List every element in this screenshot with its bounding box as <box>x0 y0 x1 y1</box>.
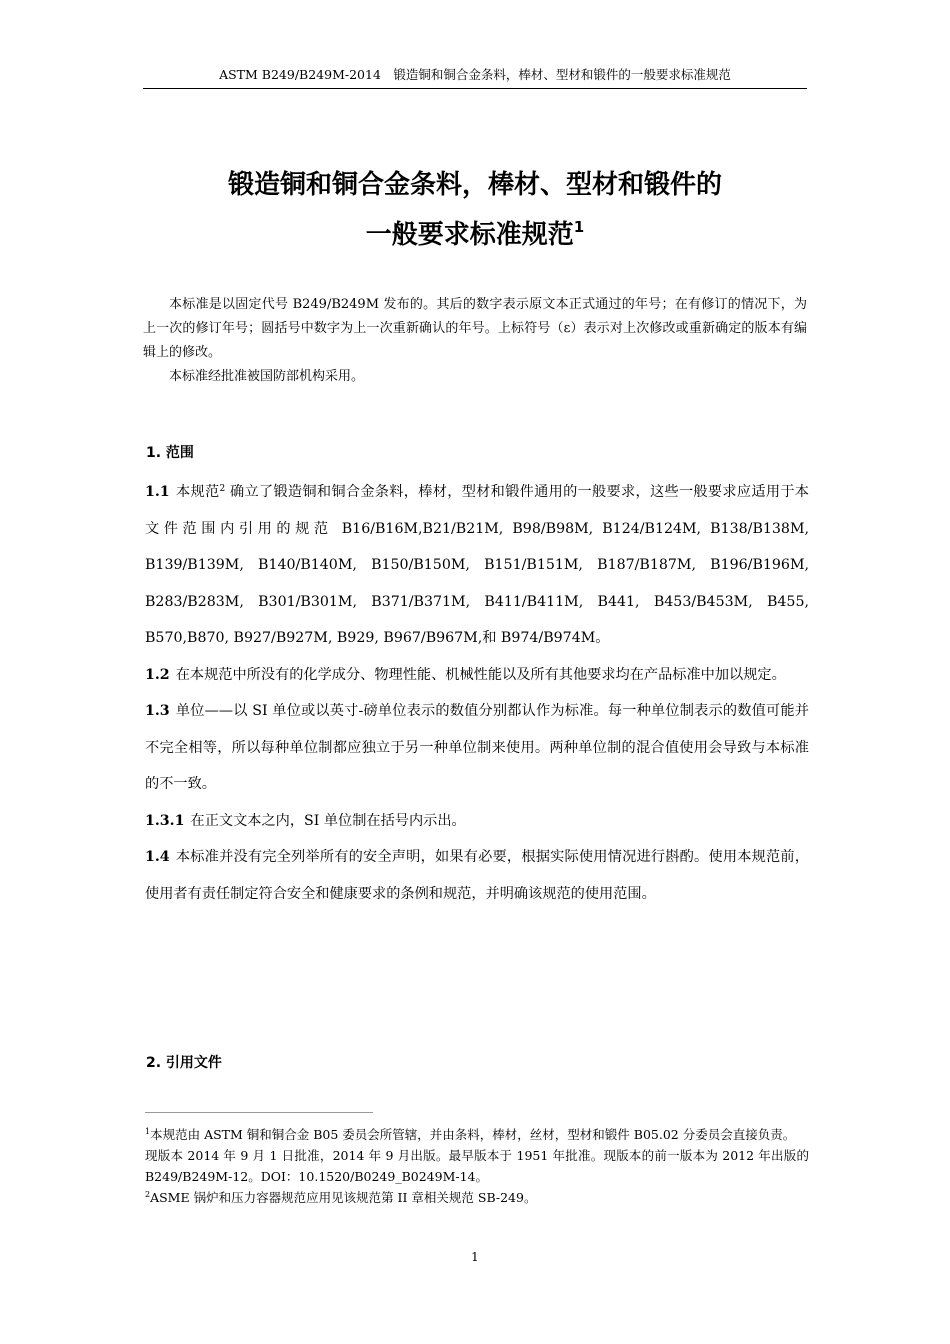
clause-number: 1.3 <box>145 703 170 719</box>
footnote-text: 本规范由 ASTM 铜和铜合金 B05 委员会所管辖，并由条料，棒材，丝材，型材和锻件 B05.02 分委员会直接负责。 <box>150 1127 796 1142</box>
footnote-text: ASME 锅炉和压力容器规范应用见该规范第 II 章相关规范 SB-249。 <box>150 1190 537 1205</box>
clause-text: 在正文文本之内，SI 单位制在括号内示出。 <box>190 812 466 829</box>
clause-1-3 <box>145 693 809 803</box>
intro-block <box>143 293 807 389</box>
clause-number: 1.3.1 <box>145 812 185 829</box>
footnote-2 <box>145 1187 809 1208</box>
running-header: ASTM B249/B249M-2014 锻造铜和铜合金条料，棒材、型材和锻件的一般要求标准规范 <box>219 67 731 82</box>
footnote-ref-2: 2 <box>219 484 226 494</box>
clause-number: 1.4 <box>145 849 170 865</box>
footnotes <box>145 1124 809 1208</box>
footnote-1-continued: 现版本 2014 年 9 月 1 日批准，2014 年 9 月出版。最早版本于 1951 年批准。现版本的前一版本为 2012 年出版的 B249/B249M-12。DOI：10.1520/B0249_B0249M-14。 <box>145 1148 809 1184</box>
clause-text: 单位——以 SI 单位或以英寸-磅单位表示的数值分别都认作为标准。每一种单位制表示的数值可能并不完全相等，所以每种单位制都应独立于另一种单位制来使用。两种单位制的混合值使用会导致与本标准的不一致。 <box>145 703 809 792</box>
header-divider <box>143 88 807 89</box>
title-footnote-ref: 1 <box>573 218 585 236</box>
footnote-divider <box>145 1112 373 1113</box>
intro-paragraph-2: 本标准经批准被国防部机构采用。 <box>169 369 365 384</box>
footnote-mark: 2 <box>145 1190 151 1199</box>
clause-1-3-1 <box>145 803 809 840</box>
clause-1-4 <box>145 839 809 912</box>
title-line-1: 锻造铜和铜合金条料，棒材、型材和锻件的 <box>227 170 722 200</box>
clause-text: 本规范 <box>175 484 220 500</box>
section-1-body <box>145 474 809 912</box>
clause-text: 确立了锻造铜和铜合金条料，棒材，型材和锻件通用的一般要求，这些一般要求应适用于本文件范围内引用的规范 B16/B16M,B21/B21M, B98/B98M, B124/B124M, B138/B138M, B139/B139M, B140/B140M, B150/B150M, B151/B151M, B187/B187M, B196/B196M, B283/B283M, B301/B301M, B371/B371M, B411/B411M, B441, B453/B453M, B455, B570,B870, B927/B927M, B929, B967/B967M,和 B974/B974M。 <box>145 484 809 646</box>
section-2-heading: 2. 引用文件 <box>146 1055 222 1071</box>
page-number: 1 <box>471 1250 479 1264</box>
title-line-2 <box>143 210 807 260</box>
clause-number: 1.2 <box>145 666 170 683</box>
footnote-mark: 1 <box>145 1127 151 1136</box>
intro-paragraph-1: 本标准是以固定代号 B249/B249M 发布的。其后的数字表示原文本正式通过的年号；在有修订的情况下，为上一次的修订年号；圆括号中数字为上一次重新确认的年号。上标符号（ε）表示对上次修改或重新确定的版本有编辑上的修改。 <box>143 297 807 360</box>
footnote-1 <box>145 1124 809 1145</box>
clause-text: 本标准并没有完全列举所有的安全声明，如果有必要，根据实际使用情况进行斟酌。使用本规范前，使用者有责任制定符合安全和健康要求的条例和规范，并明确该规范的使用范围。 <box>145 849 809 902</box>
section-1-heading: 1. 范围 <box>146 445 194 461</box>
document-title <box>143 160 807 260</box>
clause-number: 1.1 <box>145 484 170 500</box>
clause-text: 在本规范中所没有的化学成分、物理性能、机械性能以及所有其他要求均在产品标准中加以规定。 <box>175 666 786 683</box>
clause-1-1 <box>145 474 809 657</box>
title-line-2-text: 一般要求标准规范 <box>365 220 574 250</box>
clause-1-2 <box>145 657 809 694</box>
